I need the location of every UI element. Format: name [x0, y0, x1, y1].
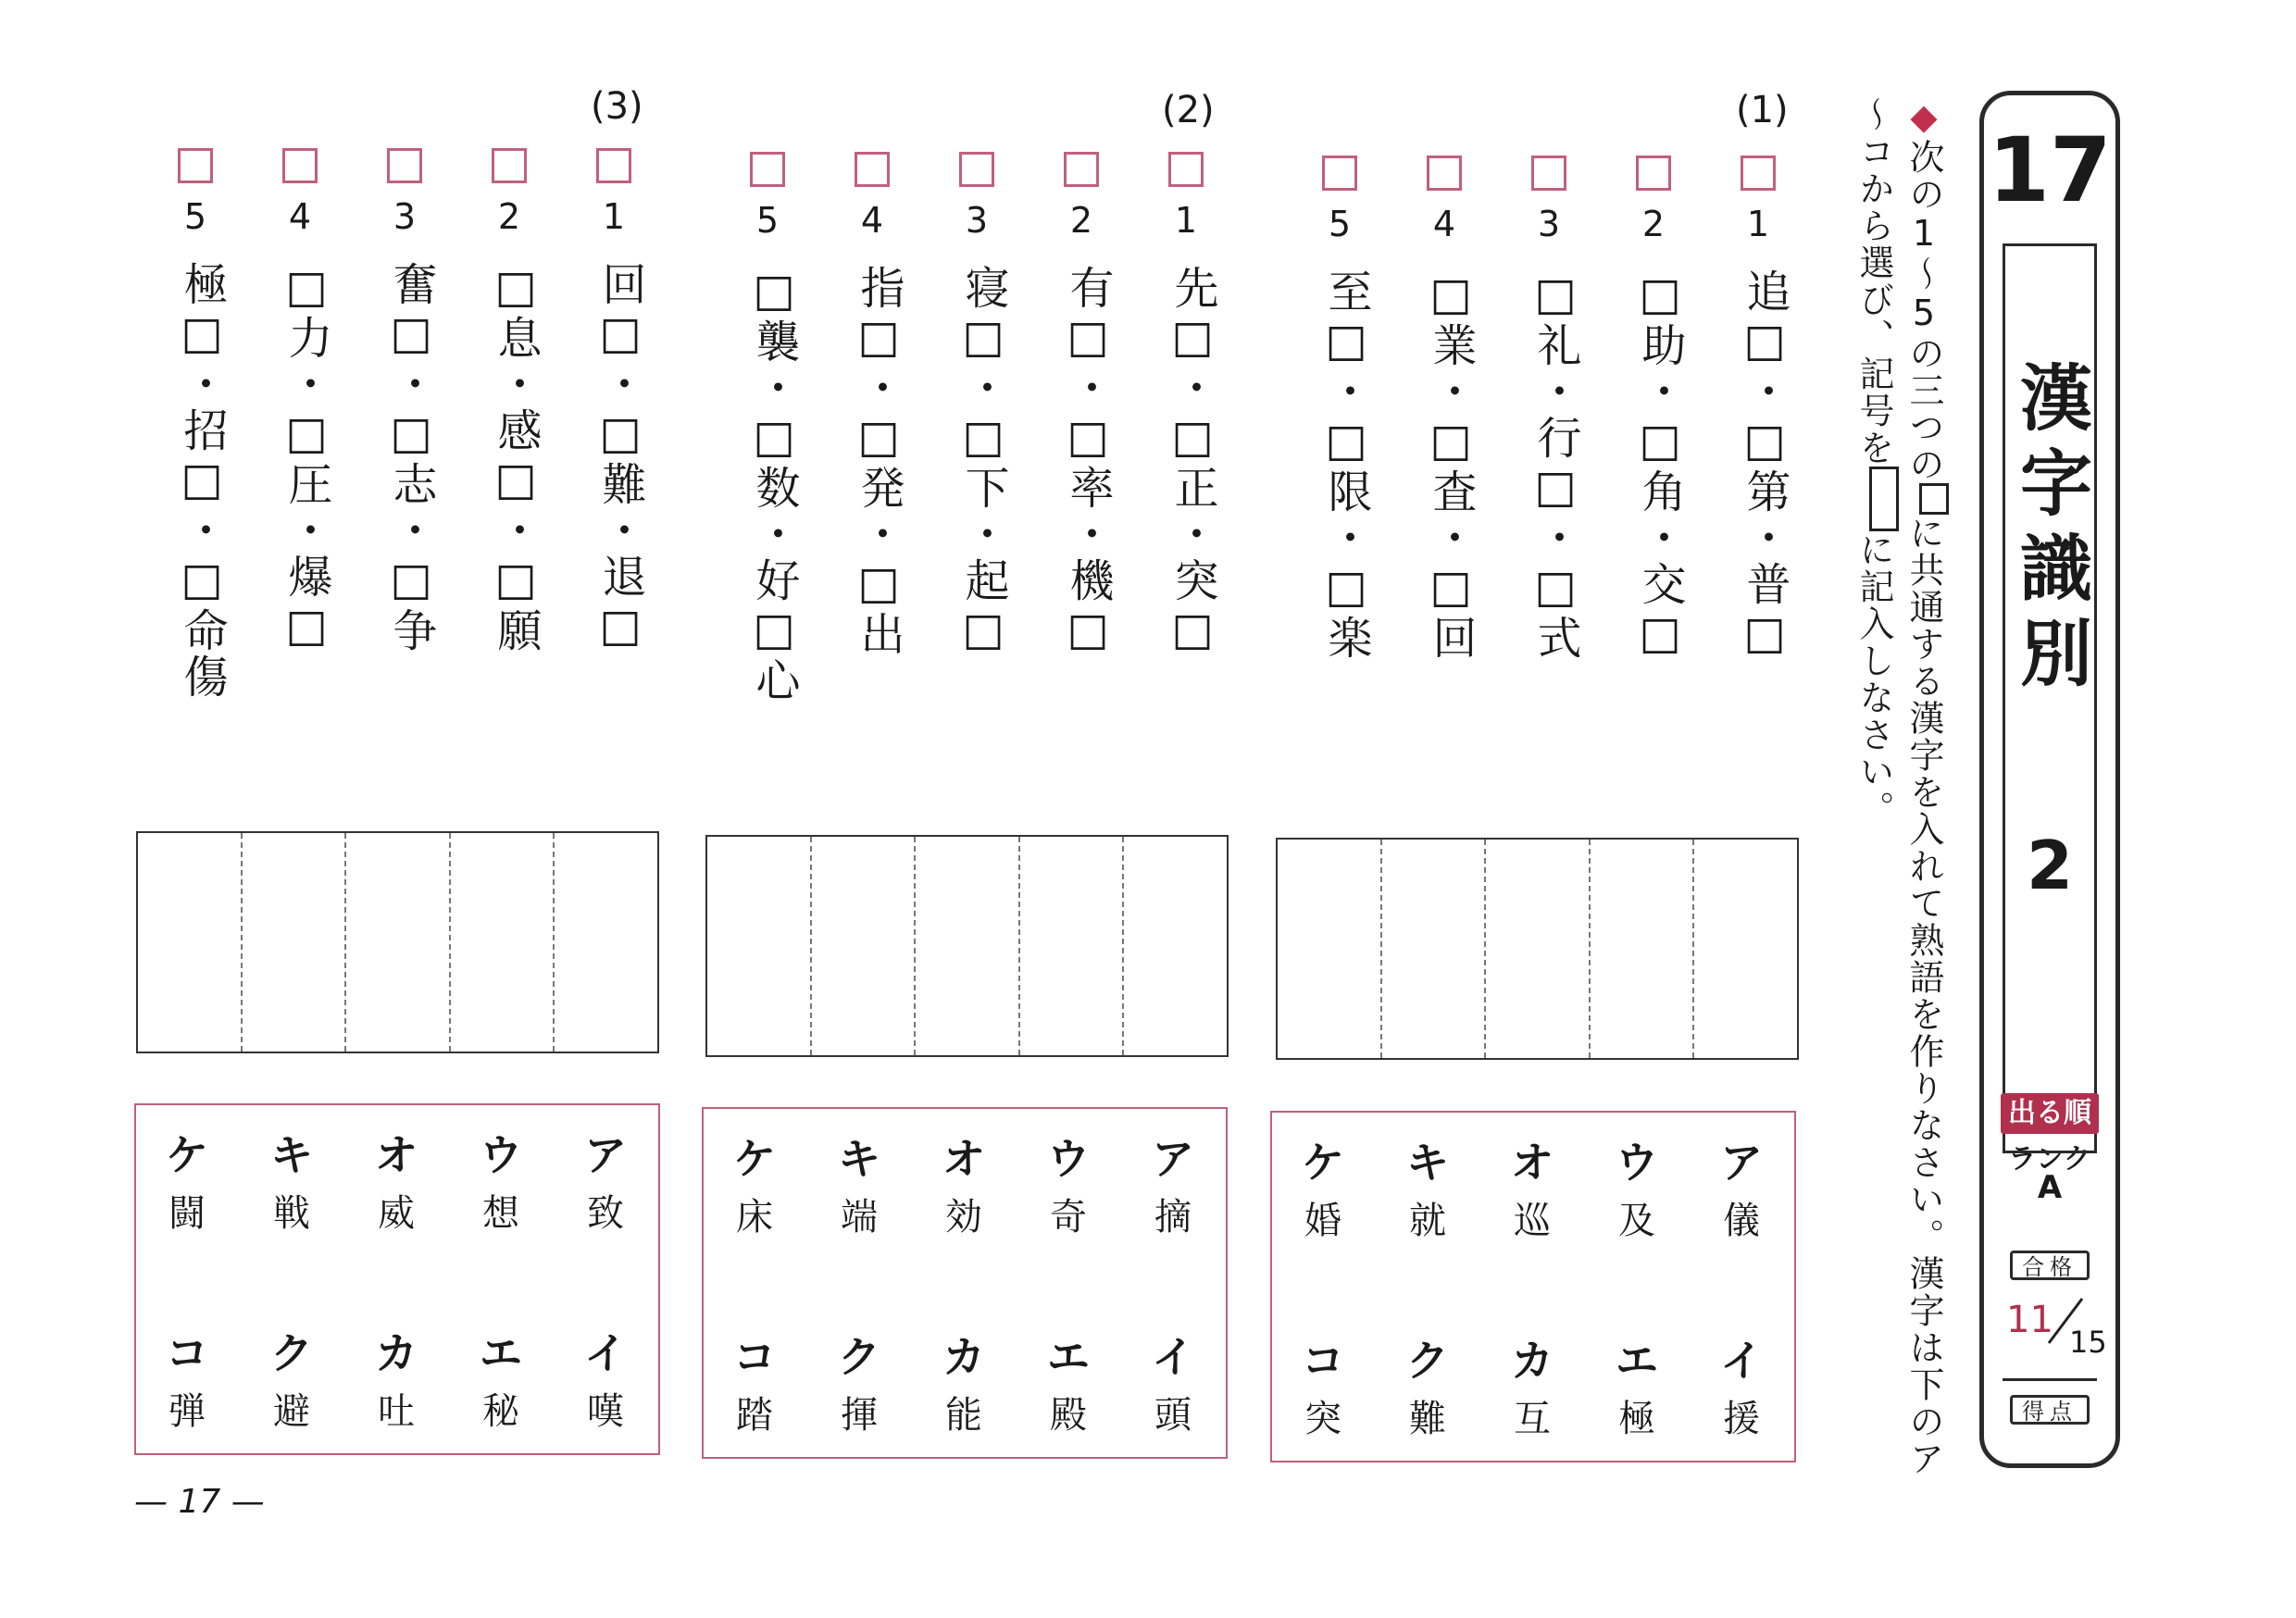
choice-kanji: 闘 — [168, 1192, 206, 1235]
choice-letter: オ — [1511, 1138, 1554, 1188]
diamond-marker-icon: ◆ — [1903, 96, 1944, 139]
choice-letter: ク — [1406, 1336, 1449, 1386]
choice-item — [1481, 1331, 1583, 1448]
choice-item — [555, 1126, 656, 1242]
choice-item — [450, 1324, 552, 1440]
instructions-part-2: に共通する漢字を入れて熟語を作りなさい。漢字は下 — [1903, 515, 1944, 1403]
choice-kanji: 戦 — [273, 1192, 310, 1235]
choice-letter: ク — [838, 1332, 880, 1382]
question-number: 3 — [1537, 204, 1561, 244]
question-number: 5 — [183, 196, 207, 237]
choice-letter: ケ — [166, 1130, 208, 1180]
answer-cell[interactable] — [1589, 840, 1693, 1058]
question-text: □助・□角・交□ — [1634, 268, 1686, 661]
question-number: 2 — [497, 196, 521, 237]
answer-cell[interactable] — [1122, 837, 1227, 1055]
choice-kanji: 嘆 — [587, 1390, 624, 1433]
question-text: 有□・□率・機□ — [1062, 265, 1114, 657]
question-number: 4 — [1432, 204, 1456, 244]
question-number: 4 — [288, 196, 312, 237]
choice-letter: キ — [1406, 1138, 1449, 1188]
choice-kanji: 想 — [482, 1192, 519, 1235]
choice-kanji: 儀 — [1723, 1200, 1760, 1242]
choice-item — [1122, 1327, 1224, 1444]
question-checkbox[interactable] — [282, 148, 318, 183]
question-checkbox[interactable] — [1322, 156, 1357, 191]
choice-kanji: 奇 — [1050, 1196, 1087, 1238]
choice-kanji: 援 — [1723, 1398, 1760, 1440]
question-checkbox[interactable] — [1741, 156, 1776, 191]
question-text: □息・感□・□願 — [490, 261, 542, 653]
choice-kanji: 能 — [945, 1394, 982, 1437]
choice-kanji: 避 — [273, 1390, 310, 1433]
choice-letter: カ — [942, 1332, 985, 1382]
question-checkbox[interactable] — [387, 148, 422, 183]
section-label: (2) — [1162, 89, 1215, 131]
inline-blank-box — [1919, 483, 1949, 515]
question-text: □襲・□数・好□心 — [748, 265, 800, 703]
choice-letter: オ — [375, 1130, 418, 1180]
choice-kanji: 弾 — [168, 1390, 206, 1433]
choice-letter: ウ — [480, 1130, 522, 1180]
question-checkbox[interactable] — [1064, 152, 1099, 187]
answer-grid — [705, 835, 1229, 1057]
question-checkbox[interactable] — [1636, 156, 1671, 191]
choice-item — [704, 1129, 805, 1246]
choice-letter: ウ — [1047, 1134, 1090, 1184]
question-text: 極□・招□・□命傷 — [176, 261, 228, 700]
question-text: 指□・□発・□出 — [853, 265, 905, 657]
choice-item — [1691, 1133, 1792, 1250]
choice-kanji: 就 — [1409, 1200, 1446, 1242]
inline-answer-box — [1869, 467, 1899, 531]
choice-kanji: 婚 — [1304, 1200, 1341, 1242]
choice-letter: ク — [270, 1328, 313, 1378]
choice-letter: イ — [1720, 1336, 1763, 1386]
question-text: 追□・□第・普□ — [1739, 268, 1791, 661]
answer-cell[interactable] — [1692, 840, 1797, 1058]
answer-cell[interactable] — [1380, 840, 1485, 1058]
answer-cell[interactable] — [344, 833, 449, 1052]
choice-letter: ケ — [733, 1134, 776, 1184]
choice-kanji: 極 — [1618, 1398, 1655, 1440]
pass-label: 合格 — [2010, 1251, 2090, 1280]
lesson-subtitle-number: 2 — [2026, 827, 2074, 904]
choice-item — [241, 1126, 343, 1242]
question-number: 2 — [1069, 200, 1093, 241]
choice-letter: カ — [375, 1328, 418, 1378]
choice-item — [136, 1324, 238, 1440]
choice-kanji: 揮 — [841, 1394, 878, 1437]
panel-divider — [2003, 1378, 2097, 1381]
rank-badge: 出る順 — [2001, 1093, 2099, 1134]
choice-kanji: 難 — [1409, 1398, 1446, 1440]
section-label: (3) — [591, 85, 643, 128]
question-checkbox[interactable] — [492, 148, 527, 183]
answer-cell[interactable] — [1484, 840, 1589, 1058]
choice-item — [1377, 1331, 1479, 1448]
choice-item — [913, 1129, 1015, 1246]
choice-letter: ア — [1152, 1134, 1194, 1184]
answer-cell[interactable] — [138, 833, 241, 1052]
total-score: 15 — [2069, 1325, 2107, 1360]
choice-item — [808, 1327, 910, 1444]
answer-cell[interactable] — [1278, 840, 1380, 1058]
lesson-title: 漢字識別 — [2008, 360, 2091, 701]
answer-cell[interactable] — [553, 833, 657, 1052]
question-checkbox[interactable] — [596, 148, 631, 183]
choice-item — [345, 1324, 447, 1440]
question-number: 4 — [860, 200, 884, 241]
answer-cell[interactable] — [1018, 837, 1123, 1055]
section-label: (1) — [1736, 89, 1789, 131]
choice-item — [1586, 1331, 1688, 1448]
question-text: 先□・□正・突□ — [1167, 265, 1218, 657]
question-text: 奮□・□志・□争 — [385, 261, 437, 653]
rank-label: ランク — [2008, 1143, 2091, 1176]
answer-cell[interactable] — [241, 833, 345, 1052]
score-label: 得点 — [2010, 1395, 2090, 1425]
choice-kanji: 床 — [736, 1196, 773, 1238]
choice-item — [1122, 1129, 1224, 1246]
choice-letter: エ — [1616, 1336, 1658, 1386]
answer-cell[interactable] — [914, 837, 1018, 1055]
panel-divider — [2003, 1151, 2097, 1153]
choice-item — [1377, 1133, 1479, 1250]
question-number: 1 — [1746, 204, 1770, 244]
answer-grid — [1276, 838, 1799, 1060]
choice-kanji: 互 — [1514, 1398, 1551, 1440]
choice-letter: コ — [166, 1328, 208, 1378]
pass-score: 11 — [2006, 1299, 2053, 1341]
instructions — [1847, 96, 1949, 1485]
choice-letter: イ — [584, 1328, 627, 1378]
question-text: 至□・□限・□楽 — [1320, 268, 1372, 661]
choice-kanji: 致 — [587, 1192, 624, 1235]
question-number: 1 — [1174, 200, 1198, 241]
question-number: 3 — [393, 196, 417, 237]
choice-list — [702, 1107, 1228, 1459]
choice-letter: ア — [1720, 1138, 1763, 1188]
choice-list — [134, 1103, 660, 1455]
choice-item — [1017, 1129, 1119, 1246]
choice-letter: イ — [1152, 1332, 1194, 1382]
choice-item — [241, 1324, 343, 1440]
choice-item — [913, 1327, 1015, 1444]
page-number: — 17 — — [134, 1483, 265, 1521]
choice-item — [1272, 1133, 1374, 1250]
choice-letter: エ — [1047, 1332, 1090, 1382]
question-checkbox[interactable] — [750, 152, 785, 187]
choice-kanji: 頭 — [1154, 1394, 1192, 1437]
choice-letter: ウ — [1616, 1138, 1658, 1188]
choice-letter: コ — [1302, 1336, 1344, 1386]
question-checkbox[interactable] — [1168, 152, 1204, 187]
choice-kanji: 吐 — [378, 1390, 415, 1433]
instructions-part-1: 次の1～5の三つの — [1903, 139, 1944, 483]
choice-kanji: 及 — [1618, 1200, 1655, 1242]
answer-grid — [136, 831, 659, 1053]
instructions-part-3: のア～コから選び、記号を — [1853, 96, 1944, 1477]
choice-item — [345, 1126, 447, 1242]
choice-kanji: 踏 — [736, 1394, 773, 1437]
choice-letter: オ — [942, 1134, 985, 1184]
instructions-part-4: に記入しなさい。 — [1853, 531, 1894, 828]
choice-kanji: 突 — [1304, 1398, 1341, 1440]
choice-letter: エ — [480, 1328, 522, 1378]
choice-letter: キ — [270, 1130, 313, 1180]
choice-kanji: 摘 — [1154, 1196, 1192, 1238]
choice-kanji: 巡 — [1514, 1200, 1551, 1242]
question-text: 寝□・□下・起□ — [957, 265, 1009, 657]
choice-list — [1270, 1111, 1796, 1462]
question-checkbox[interactable] — [1427, 156, 1462, 191]
answer-cell[interactable] — [449, 833, 554, 1052]
choice-kanji: 効 — [945, 1196, 982, 1238]
question-number: 3 — [965, 200, 989, 241]
choice-item — [1017, 1327, 1119, 1444]
choice-kanji: 威 — [378, 1192, 415, 1235]
choice-item — [450, 1126, 552, 1242]
choice-letter: カ — [1511, 1336, 1554, 1386]
choice-item — [704, 1327, 805, 1444]
question-checkbox[interactable] — [178, 148, 213, 183]
rank-value: A — [2037, 1169, 2063, 1206]
choice-letter: キ — [838, 1134, 880, 1184]
question-checkbox[interactable] — [1531, 156, 1566, 191]
question-text: 回□・□難・退□ — [594, 261, 646, 653]
question-number: 5 — [755, 200, 780, 241]
question-number: 5 — [1328, 204, 1352, 244]
question-checkbox[interactable] — [959, 152, 994, 187]
choice-item — [136, 1126, 238, 1242]
answer-cell[interactable] — [810, 837, 915, 1055]
choice-letter: ケ — [1302, 1138, 1344, 1188]
choice-item — [555, 1324, 656, 1440]
question-number: 2 — [1641, 204, 1666, 244]
lesson-number: 17 — [1988, 118, 2112, 222]
choice-item — [1272, 1331, 1374, 1448]
choice-kanji: 秘 — [482, 1390, 519, 1433]
question-number: 1 — [602, 196, 626, 237]
choice-item — [1481, 1133, 1583, 1250]
choice-item — [1586, 1133, 1688, 1250]
question-text: □礼・行□・□式 — [1529, 268, 1581, 661]
answer-cell[interactable] — [707, 837, 810, 1055]
question-text: □業・□査・□回 — [1425, 268, 1477, 661]
question-checkbox[interactable] — [855, 152, 890, 187]
choice-kanji: 殿 — [1050, 1394, 1087, 1437]
choice-item — [808, 1129, 910, 1246]
question-text: □力・□圧・爆□ — [281, 261, 332, 653]
choice-letter: コ — [733, 1332, 776, 1382]
choice-letter: ア — [584, 1130, 627, 1180]
choice-item — [1691, 1331, 1792, 1448]
choice-kanji: 端 — [841, 1196, 878, 1238]
lesson-header-panel — [1979, 91, 2120, 1468]
